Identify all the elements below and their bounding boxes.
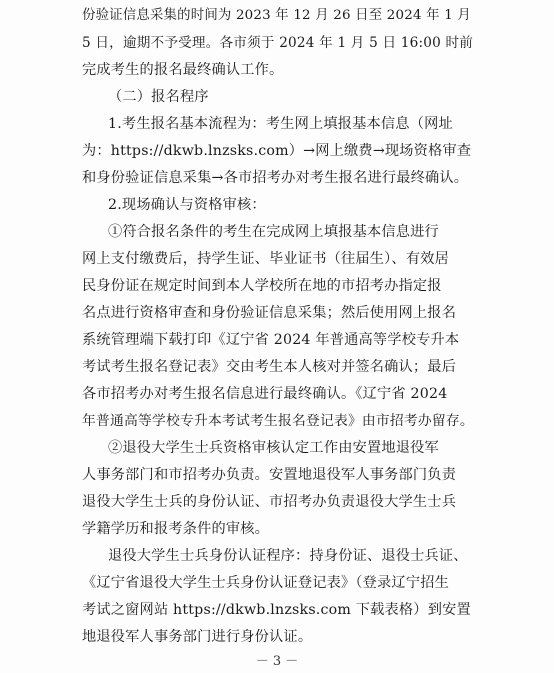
text-line: 退役大学生士兵身份认证程序：持身份证、退役士兵证、 [108,548,468,564]
text-line: 系统管理端下载打印《辽宁省 2024 年普通高等学校专升本 [82,332,460,348]
text-line: 年普通高等学校专升本考试考生报名登记表》由市招考办留存。 [82,413,474,429]
text-line: 和身份验证信息采集→各市招考办对考生报名进行最终确认。 [82,170,469,186]
text-line: 民身份证在规定时间到本人学校所在地的市招考办指定报 [82,278,442,294]
text-line: 5 日，逾期不予受理。各市须于 2024 年 1 月 5 日 16:00 时前 [82,35,474,51]
text-line: 份验证信息采集的时间为 2023 年 12 月 26 日至 2024 年 1 月 [82,8,471,23]
text-line: 学籍学历和报考条件的审核。 [82,521,270,537]
text-line: 考试考生报名登记表》交由考生本人核对并签名确认；最后 [82,359,457,375]
text-line: 退役大学生士兵的身份认证、市招考办负责退役大学生士兵 [82,494,457,510]
section-heading: （二）报名程序 [108,89,209,105]
text-line: 《辽宁省退役大学生士兵身份认证登记表》（登录辽宁招生 [82,575,449,591]
text-line: 人事务部门和市招考办负责。安置地退役军人事务部门负责 [82,467,457,483]
text-line: 考试之窗网站 https://dkwb.lnzsks.com 下载表格）到安置 [82,602,471,618]
text-line: 名点进行资格审查和身份验证信息采集；然后使用网上报名 [82,305,457,321]
text-line: ①符合报名条件的考生在完成网上填报基本信息进行 [108,224,439,240]
text-line: 完成考生的报名最终确认工作。 [82,62,284,78]
text-line: 网上支付缴费后，持学生证、毕业证书（往届生）、有效居 [82,251,449,267]
text-line: 地退役军人事务部门进行身份认证。 [82,629,313,645]
subsection-heading: 2.现场确认与资格审核： [108,197,266,213]
page-number: － 3 － [255,654,299,669]
text-line: 1.考生报名基本流程为：考生网上填报基本信息（网址 [108,116,453,132]
text-line: ②退役大学生士兵资格审核认定工作由安置地退役军 [108,440,439,456]
text-line: 为：https://dkwb.lnzsks.com）→网上缴费→现场资格审查 [82,143,472,159]
text-line: 各市招考办对考生报名信息进行最终确认。《辽宁省 2024 [82,386,448,402]
